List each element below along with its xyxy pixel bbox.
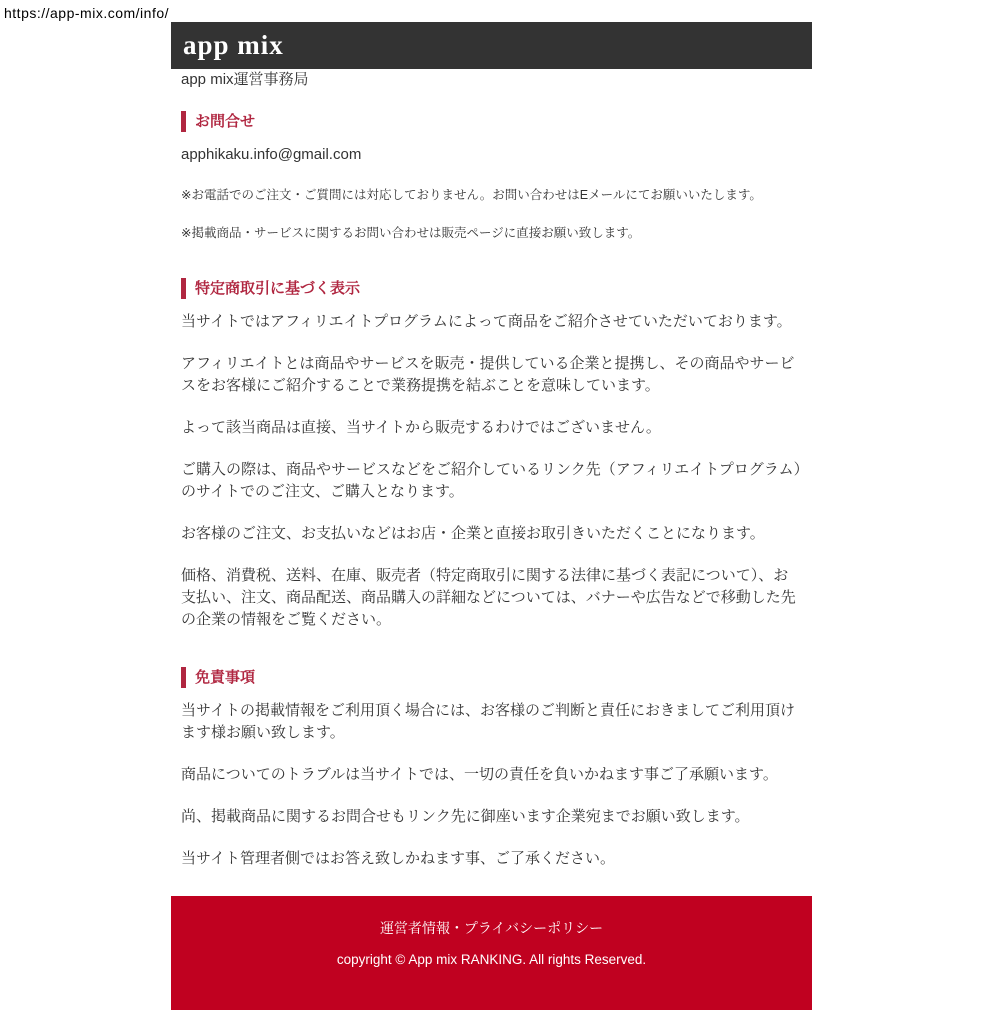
disclaimer-paragraph: 商品についてのトラブルは当サイトでは、一切の責任を負いかねます事ご了承願います。: [181, 766, 778, 783]
section-title-contact: お問合せ: [181, 111, 802, 132]
tokutei-paragraph: 当サイトではアフィリエイトプログラムによって商品をご紹介させていただいております。: [181, 313, 792, 330]
section-contact: [181, 111, 802, 242]
tokutei-paragraph: ご購入の際は、商品やサービスなどをご紹介しているリンク先（アフィリエイトプログラム）のサイトでのご注文、ご購入となります。: [181, 461, 802, 500]
contact-note: ※掲載商品・サービスに関するお問い合わせは販売ページに直接お願い致します。: [181, 226, 641, 240]
disclaimer-paragraph: 尚、掲載商品に関するお問合せもリンク先に御座います企業宛までお願い致します。: [181, 808, 750, 825]
copyright-text: copyright © App mix RANKING. All rights Reserved.: [336, 952, 647, 967]
tokutei-paragraph: 価格、消費税、送料、在庫、販売者（特定商取引に関する法律に基づく表記について）、お支払い、注文、商品配送、商品購入の詳細などについては、バナーや広告などで移動した先の企業の情報をご覧ください。: [181, 567, 796, 628]
page-url-label: https://app-mix.com/info/: [4, 5, 170, 21]
tokutei-paragraph: お客様のご注文、お支払いなどはお店・企業と直接お取引きいただくことになります。: [181, 525, 765, 542]
site-title: app mix: [183, 30, 284, 60]
disclaimer-paragraph: 当サイト管理者側ではお答え致しかねます事、ご了承ください。: [181, 850, 615, 867]
tokutei-paragraph: よって該当商品は直接、当サイトから販売するわけではございません。: [181, 419, 661, 436]
section-title-tokutei: 特定商取引に基づく表示: [181, 278, 802, 299]
disclaimer-paragraph: 当サイトの掲載情報をご利用頂く場合には、お客様のご判断と責任におきましてご利用頂けます様お願い致します。: [181, 702, 795, 741]
contact-email: apphikaku.info@gmail.com: [181, 146, 362, 163]
site-header: [171, 22, 812, 69]
main-content: [171, 69, 812, 870]
privacy-policy-link[interactable]: 運営者情報・プライバシーポリシー: [379, 920, 604, 936]
content-container: [171, 22, 812, 1010]
section-disclaimer: [181, 667, 802, 870]
tokutei-paragraph: アフィリエイトとは商品やサービスを販売・提供している企業と提携し、その商品やサービスをお客様にご紹介することで業務提携を結ぶことを意味しています。: [181, 355, 795, 394]
contact-note: ※お電話でのご注文・ご質問には対応しておりません。お問い合わせはEメールにてお願いいたします。: [181, 188, 762, 202]
section-tokutei: [181, 278, 802, 631]
section-title-disclaimer: 免責事項: [181, 667, 802, 688]
office-name: app mix運営事務局: [181, 71, 309, 88]
site-footer: [171, 896, 812, 1010]
